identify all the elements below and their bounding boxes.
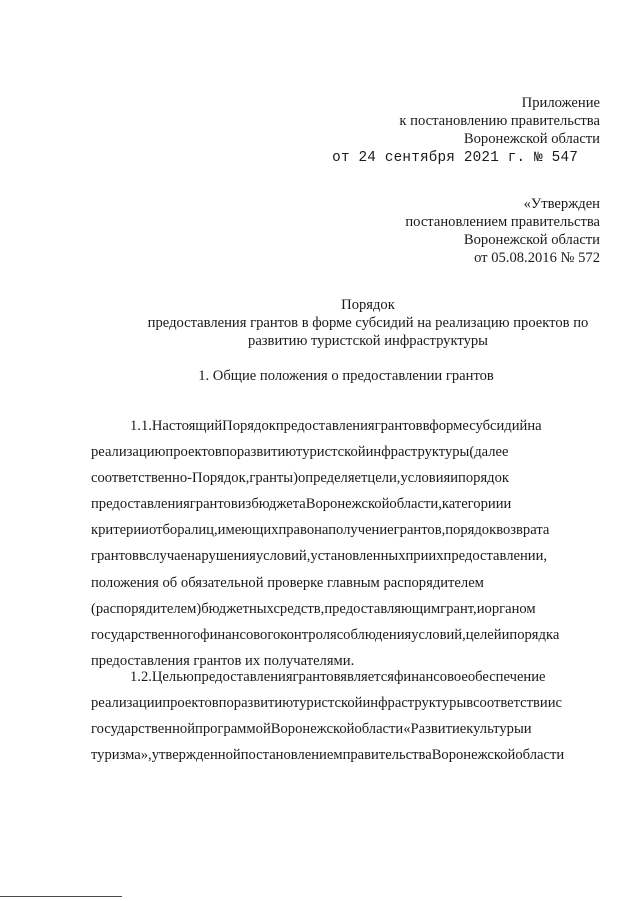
paragraph-line-spread: положения об обязательной проверке главным распорядителем [91, 574, 484, 591]
scan-edge-line [0, 896, 122, 897]
document-title: Порядок [341, 297, 395, 313]
word: условий, [411, 626, 466, 643]
word: при [405, 548, 429, 565]
word: контроля [280, 626, 337, 643]
word: бюджета [251, 496, 306, 513]
approved-date-line: от 05.08.2016 № 572 [474, 250, 600, 266]
word: форме [429, 418, 470, 434]
paragraph-line [91, 664, 599, 690]
word: реализации [91, 695, 163, 712]
appendix-label: Приложение [521, 95, 600, 111]
word: в [466, 695, 474, 712]
document-subtitle-line2: развитию туристской инфраструктуры [248, 333, 488, 349]
paragraph-line [91, 491, 599, 517]
word: 1.1. [130, 418, 152, 434]
word: постановлением [240, 747, 343, 764]
word: категории [441, 496, 504, 513]
word: с [555, 695, 563, 712]
appendix-region-line: Воронежской области [463, 131, 600, 147]
word: определяет [297, 470, 368, 487]
word: инфраструктуры [365, 444, 470, 461]
word: предоставления [91, 496, 190, 513]
paragraph-1-2 [91, 664, 599, 768]
paragraph-line [91, 596, 599, 622]
word: и [450, 470, 459, 487]
word: и [523, 721, 532, 738]
word: соответственно [91, 470, 188, 487]
word: области, [389, 496, 442, 513]
word: грантов [91, 548, 139, 565]
word: проектов [162, 695, 219, 712]
word: реализацию [91, 444, 166, 461]
word: правительства [342, 747, 432, 764]
word: субсидий [469, 418, 528, 434]
word: - [187, 470, 193, 487]
word: инфраструктуры [362, 695, 467, 712]
word: условия [400, 470, 451, 487]
paragraph-line [91, 690, 599, 716]
word: программой [195, 721, 271, 738]
approved-ref-line: постановлением правительства [405, 214, 600, 230]
document-subtitle-line1: предоставления грантов в форме субсидий на реализацию проектов по [147, 315, 589, 331]
word: грантов, [393, 522, 446, 539]
word: по [218, 695, 234, 712]
paragraph-line [91, 622, 599, 648]
word: условий, [255, 548, 311, 565]
word: грантов [292, 669, 341, 685]
word: государственного [91, 626, 201, 643]
word: туристской [296, 444, 366, 461]
word: порядок [445, 522, 497, 539]
word: Целью [151, 669, 194, 685]
word: (далее [469, 444, 509, 461]
word: культуры [466, 721, 524, 738]
paragraph-line [91, 742, 599, 768]
word: возврата [496, 522, 550, 539]
approved-label: «Утвержден [523, 196, 600, 212]
word: является [340, 669, 394, 685]
word: право [278, 522, 315, 539]
word: критерии [91, 522, 149, 539]
word: грантов [189, 496, 238, 513]
word: развитию [236, 444, 297, 461]
word: предоставлении, [443, 548, 548, 565]
word: финансовое [393, 669, 468, 685]
word: предоставления [275, 418, 375, 434]
word: Порядок [222, 418, 276, 434]
word: Порядок, [192, 470, 250, 487]
word: и [476, 600, 485, 617]
word: области [515, 747, 565, 764]
word: и [501, 626, 510, 643]
approved-region-line: Воронежской области [463, 232, 600, 248]
word: получение [328, 522, 394, 539]
word: (распорядителем) [91, 600, 202, 617]
word: Воронежской [431, 747, 516, 764]
word: в [422, 418, 430, 434]
word: лиц, [191, 522, 218, 539]
word: обеспечение [467, 669, 546, 685]
word: грантов [374, 418, 423, 434]
paragraph-line [91, 543, 599, 569]
paragraph-1-1 [91, 413, 599, 674]
word: гранты) [249, 470, 298, 487]
word: их [428, 548, 444, 565]
word: нарушения [187, 548, 256, 565]
word: на [527, 418, 542, 434]
word: бюджетных [201, 600, 274, 617]
word: отбора [148, 522, 192, 539]
word: на [314, 522, 329, 539]
paragraph-line [91, 517, 599, 543]
section-heading: 1. Общие положения о предоставлении грантов [198, 368, 494, 384]
word: по [221, 444, 237, 461]
word: соответствии [473, 695, 556, 712]
word: цели, [367, 470, 401, 487]
word: порядка [509, 626, 560, 643]
appendix-ref-line: к постановлению правительства [399, 113, 600, 129]
word: «Развитие [403, 721, 467, 738]
word: установленных [310, 548, 406, 565]
paragraph-line: предоставления грантов их получателями. [91, 652, 355, 669]
word: целей [465, 626, 502, 643]
word: имеющих [217, 522, 279, 539]
appendix-date-line: от 24 сентября 2021 г. № 547 [332, 150, 578, 166]
word: грант, [440, 600, 477, 617]
word: порядок [458, 470, 509, 487]
paragraph-line [91, 413, 599, 439]
word: проектов [165, 444, 222, 461]
word: Воронежской [270, 721, 355, 738]
word: и [503, 496, 512, 513]
paragraph-line [91, 439, 599, 465]
word: случае [145, 548, 188, 565]
word: органом [484, 600, 536, 617]
word: Воронежской [305, 496, 390, 513]
word: области [354, 721, 404, 738]
word: 1.2. [130, 669, 152, 685]
word: в [138, 548, 146, 565]
word: утвержденной [151, 747, 241, 764]
word: предоставляющим [324, 600, 441, 617]
paragraph-line [91, 465, 599, 491]
paragraph-line [91, 716, 599, 742]
word: развитию [233, 695, 293, 712]
word: туризма», [91, 747, 152, 764]
word: Настоящий [151, 418, 223, 434]
word: туристской [292, 695, 363, 712]
word: соблюдения [336, 626, 412, 643]
word: предоставления [193, 669, 293, 685]
word: средств, [273, 600, 325, 617]
word: из [237, 496, 252, 513]
word: государственной [91, 721, 196, 738]
word: финансового [200, 626, 281, 643]
